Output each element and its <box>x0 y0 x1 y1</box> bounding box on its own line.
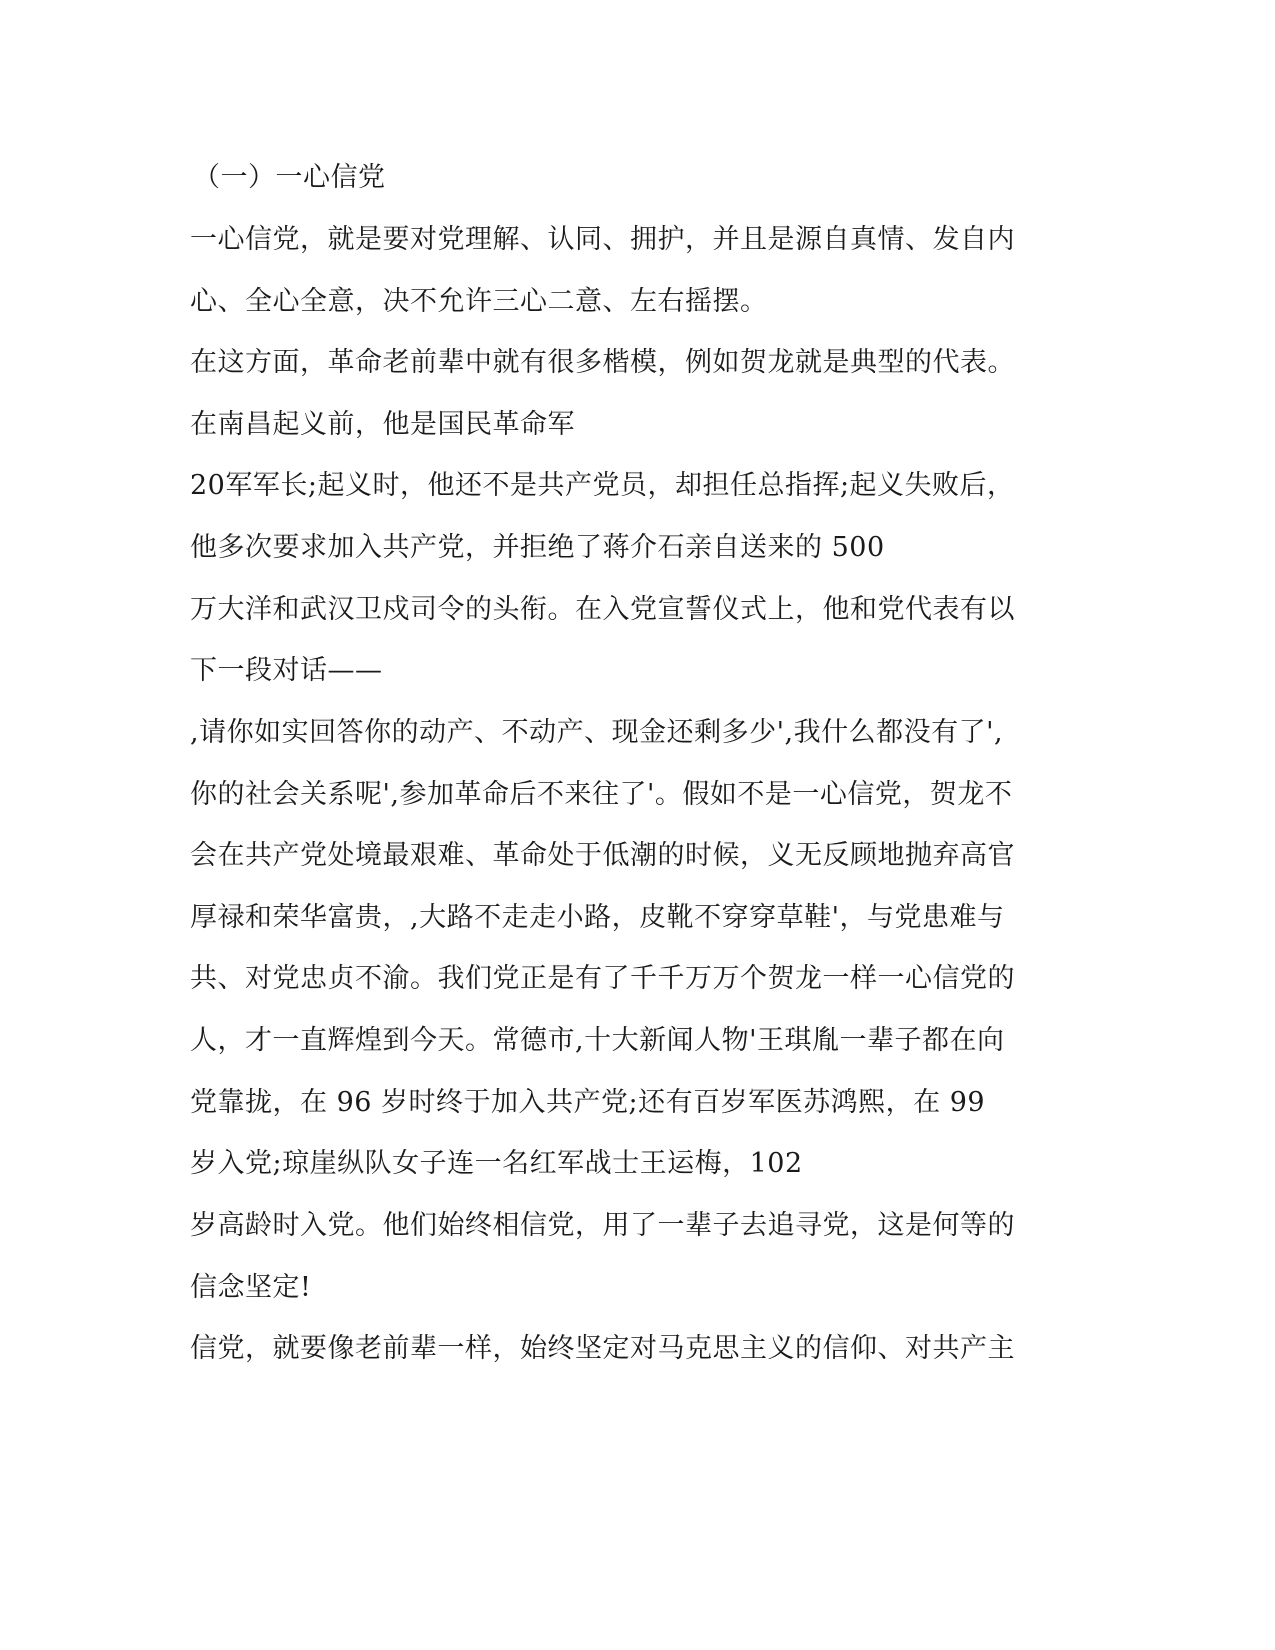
paragraph-line: 会在共产党处境最艰难、革命处于低潮的时候，义无反顾地抛弃高官 <box>190 840 1015 871</box>
paragraph-line: 他多次要求加入共产党，并拒绝了蒋介石亲自送来的 500 <box>190 532 885 563</box>
section-heading: （一）一心信党 <box>193 162 386 193</box>
paragraph-line: 万大洋和武汉卫戍司令的头衔。在入党宣誓仪式上，他和党代表有以 <box>190 594 1015 625</box>
paragraph-line: 信念坚定! <box>190 1272 312 1303</box>
paragraph-line: 在南昌起义前，他是国民革命军 <box>190 409 575 440</box>
paragraph-line: 岁高龄时入党。他们始终相信党，用了一辈子去追寻党，这是何等的 <box>190 1210 1015 1241</box>
paragraph-line: 20军军长;起义时，他还不是共产党员，却担任总指挥;起义失败后， <box>190 470 1015 501</box>
paragraph-line: 下一段对话—— <box>190 655 383 686</box>
paragraph-line: 党靠拢，在 96 岁时终于加入共产党;还有百岁军医苏鸿熙，在 99 <box>190 1087 986 1118</box>
paragraph-line: 共、对党忠贞不渝。我们党正是有了千千万万个贺龙一样一心信党的 <box>190 963 1015 994</box>
paragraph-line: 厚禄和荣华富贵，,大路不走走小路，皮靴不穿穿草鞋'，与党患难与 <box>190 902 1005 933</box>
paragraph-line: 人，才一直辉煌到今天。常德市,十大新闻人物'王琪胤一辈子都在向 <box>190 1025 1005 1056</box>
paragraph-line: 岁入党;琼崖纵队女子连一名红军战士王运梅，102 <box>190 1148 803 1179</box>
paragraph-line: 信党，就要像老前辈一样，始终坚定对马克思主义的信仰、对共产主 <box>190 1333 1015 1364</box>
paragraph-line: 你的社会关系呢',参加革命后不来往了'。假如不是一心信党，贺龙不 <box>190 779 1013 810</box>
paragraph-line: 在这方面，革命老前辈中就有很多楷模，例如贺龙就是典型的代表。 <box>190 347 1015 378</box>
paragraph-line: 心、全心全意，决不允许三心二意、左右摇摆。 <box>190 286 768 317</box>
paragraph-line: ,请你如实回答你的动产、不动产、现金还剩多少',我什么都没有了', <box>190 717 1004 748</box>
paragraph-line: 一心信党，就是要对党理解、认同、拥护，并且是源自真情、发自内 <box>190 224 1015 255</box>
